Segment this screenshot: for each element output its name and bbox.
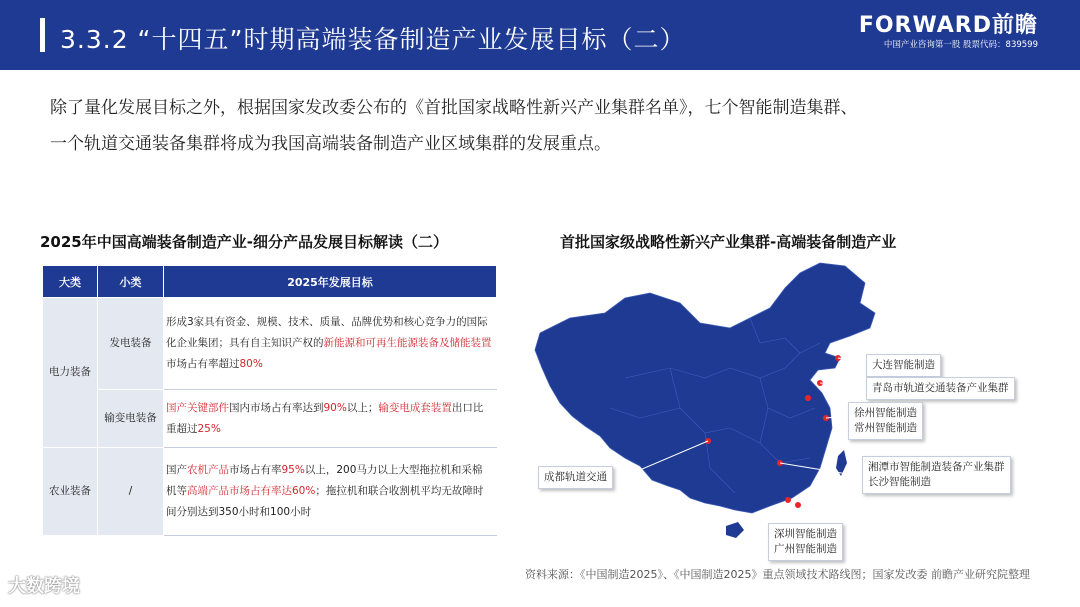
label-xiangtan: 湘潭市智能制造装备产业集群 [868,461,1005,473]
category-cell: 农业装备 [43,448,98,536]
category-cell: 电力装备 [43,298,98,448]
marker-guangzhou [785,497,791,503]
watermark-text: 大数跨境 [8,576,80,597]
goal-highlight: 80% [239,358,263,370]
goals-table [42,265,497,536]
label-changsha: 长沙智能制造 [868,476,931,488]
forward-logo [859,14,1038,52]
map-title: 首批国家级战略性新兴产业集群-高端装备制造产业 [560,233,897,251]
page-title: 3.3.2 “十四五”时期高端装备制造产业发展目标（二） [60,25,686,54]
marker-shenzhen [795,502,801,508]
label-xuzhou-changzhou [848,402,923,440]
goal-highlight: 25% [197,422,221,435]
goal-text: 市场占有率 [229,464,282,476]
label-xiangtan-changsha [862,456,1011,494]
goal-highlight: 输变电成套装置 [378,401,452,414]
subcategory-cell: 输变电装备 [98,390,164,448]
goal-text: 以上，200马力以上大型拖拉机和采棉机等 [166,464,483,497]
header-banner [0,0,1080,70]
table-header-row [43,266,497,298]
logo-wordmark: FORWARD前瞻 [858,13,1038,38]
label-changzhou: 常州智能制造 [854,422,917,434]
goal-highlight: 农机产品 [187,464,229,476]
goal-cell [164,298,497,390]
table-row [43,390,497,448]
subcategory-cell: 发电装备 [98,298,164,390]
goal-highlight: 95% [281,464,305,476]
goal-highlight: 国产关键部件 [166,401,229,414]
table-title: 2025年中国高端装备制造产业-细分产品发展目标解读（二） [40,233,448,251]
goal-highlight: 90% [323,401,347,414]
source-note: 资料来源：《中国制造2025》、《中国制造2025》重点领域技术路线图；国家发改委 前瞻产业研究院整理 [525,568,1030,581]
label-qingdao: 青岛市轨道交通装备产业集群 [866,377,1015,400]
goal-text: 国内市场占有率达到 [229,401,324,414]
header-goal: 2025年发展目标 [164,266,497,298]
label-shenzhen: 深圳智能制造 [774,528,837,540]
goal-text: 以上； [346,401,379,414]
goal-highlight: 高端产品市场占有率达60% [187,485,316,497]
goal-highlight: 新能源和可再生能源装备及储能装置 [323,337,492,349]
label-dalian: 大连智能制造 [866,354,941,377]
intro-line-2: 一个轨道交通装备集群将成为我国高端装备制造产业区域集群的发展重点。 [50,134,611,154]
label-xuzhou: 徐州智能制造 [854,407,917,419]
label-guangzhou: 广州智能制造 [774,543,837,555]
goal-cell [164,448,497,536]
hainan-island-shape [726,522,744,538]
goal-text: 形成3家具有资金、规模、技术、质量、品牌优势和核心竞争力的国际化企业集团；具有自主知识产权的 [166,316,488,349]
intro-line-1: 除了量化发展目标之外，根据国家发改委公布的《首批国家战略性新兴产业集群名单》，七个智能制造集群、 [50,98,858,118]
table-row [43,298,497,390]
goal-cell [164,390,497,448]
logo-tagline: 中国产业咨询第一股 股票代码：839599 [883,40,1038,50]
label-chengdu: 成都轨道交通 [538,466,613,489]
subcategory-cell: / [98,448,164,536]
table-row [43,448,497,536]
header-accent-bar [40,18,45,52]
goal-text: 国产 [166,464,187,476]
marker-xuzhou [805,395,811,401]
header-category: 大类 [43,266,98,298]
goal-text: ；拖拉机和联合收割机平均无故障时间分别达到350小时和100小时 [166,485,484,518]
header-subcategory: 小类 [98,266,164,298]
label-shenzhen-guangzhou [768,523,843,561]
intro-paragraph [50,90,1050,162]
goal-text: 出口比重超过 [166,401,484,435]
goal-text: 市场占有率超过 [166,358,240,370]
